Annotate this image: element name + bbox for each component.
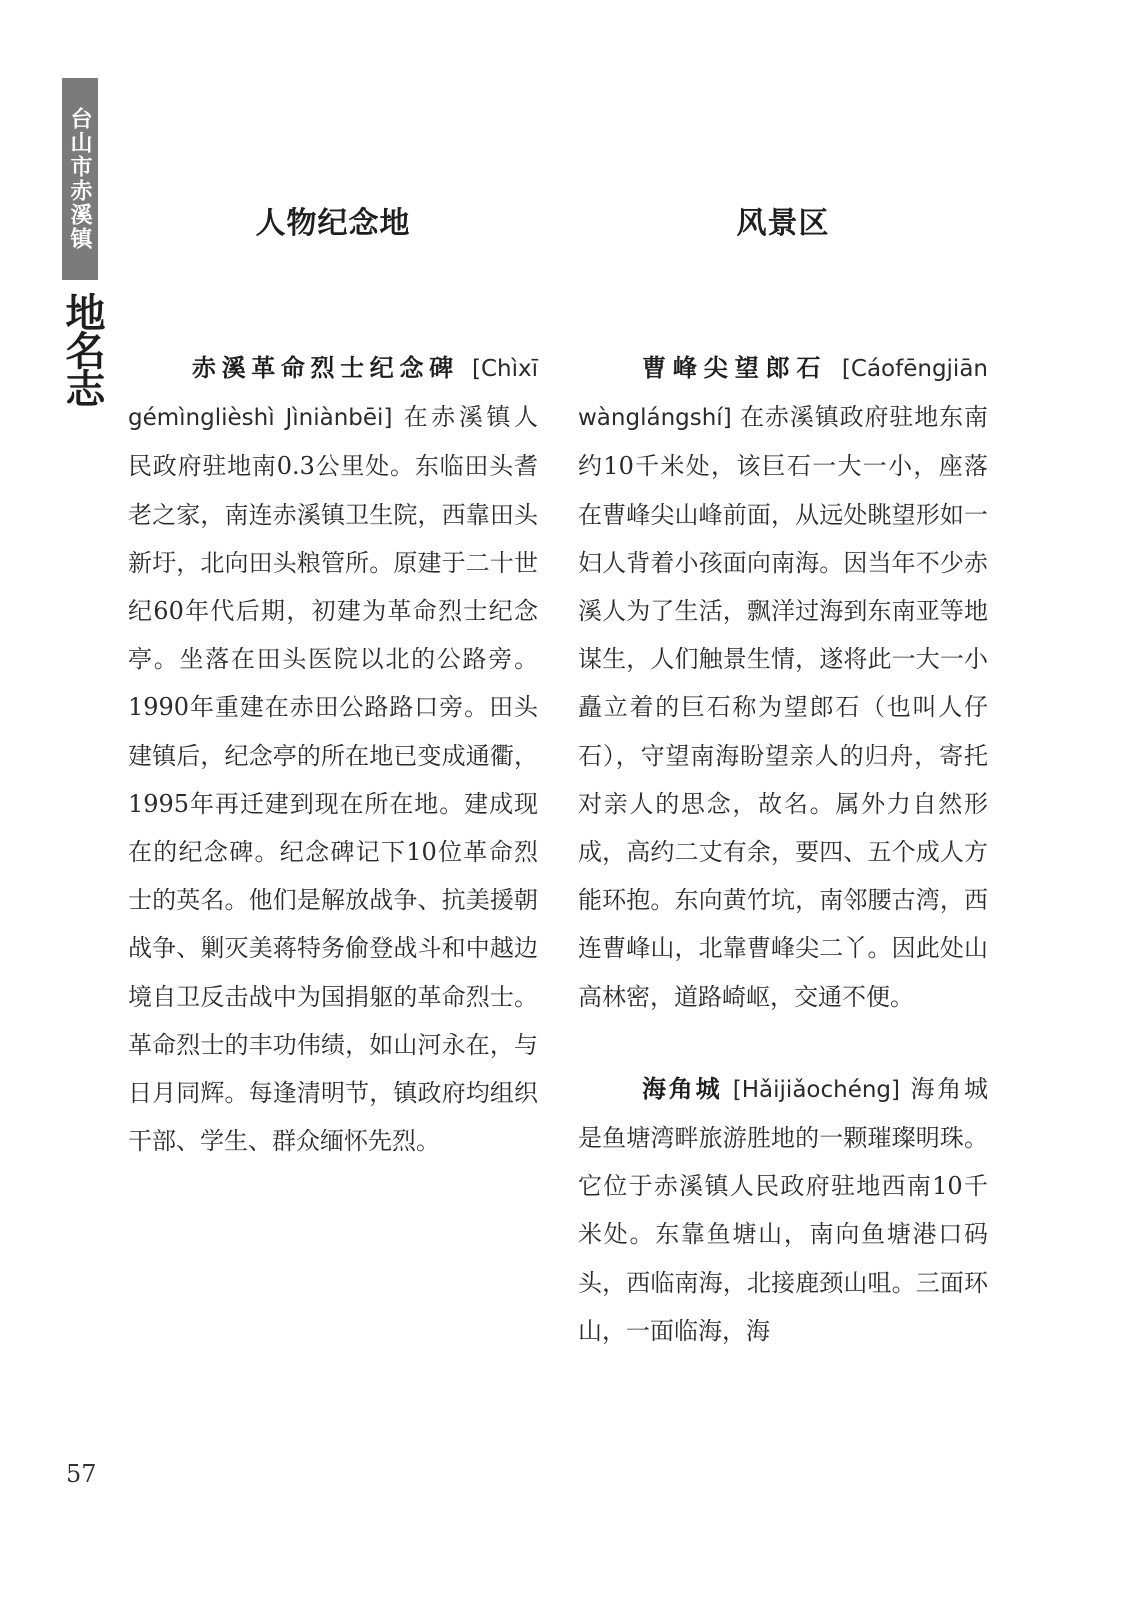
entry-pinyin: [Chìxī gémìnglièshì Jìniànbēi] xyxy=(128,356,538,432)
entry-pinyin: [Cáofēngjiān wànglángshí] xyxy=(578,356,988,432)
side-mark: 地名志 xyxy=(59,292,105,406)
side-tab xyxy=(62,78,98,280)
left-column xyxy=(128,200,538,1209)
entry-body: 在赤溪镇政府驻地东南约10千米处，该巨石一大一小，座落在曹峰尖山峰前面，从远处眺望形如一妇人背着小孩面向南海。因当年不少赤溪人为了生活，飘洋过海到东南亚等地谋生，人们触景生情，遂将此一大一小矗立着的巨石称为望郎石（也叫人仔石），守望南海盼望亲人的归舟，寄托对亲人的思念，故名。属外力自然形成，高约二丈有余，要四、五个成人方能环抱。东向黄竹坑，南邻腰古湾，西连曹峰山，北靠曹峰尖二丫。因此处山高林密，道路崎岖，交通不便。 xyxy=(578,403,988,1011)
page-number: 57 xyxy=(66,1460,97,1488)
side-tab-text: 台山市赤溪镇 xyxy=(67,107,93,251)
entry-memorial xyxy=(128,344,538,1165)
left-column-title: 人物纪念地 xyxy=(255,206,411,241)
right-column xyxy=(578,200,988,1399)
entry-pinyin: [Hǎijiǎochéng] xyxy=(732,1076,901,1103)
entry-name: 海角城 xyxy=(642,1073,723,1103)
entry-name: 曹峰尖望郎石 xyxy=(642,353,828,382)
entry-wanglang-stone xyxy=(578,344,988,1021)
entry-body: 在赤溪镇人民政府驻地南0.3公里处。东临田头耆老之家，南连赤溪镇卫生院，西靠田头新圩，北向田头粮管所。原建于二十世纪60年代后期，初建为革命烈士纪念亭。坐落在田头医院以北的公路旁。1990年重建在赤田公路路口旁。田头建镇后，纪念亭的所在地已变成通衢，1995年再迁建到现在所在地。建成现在的纪念碑。纪念碑记下10位革命烈士的英名。他们是解放战争、抗美援朝战争、剿灭美蒋特务偷登战斗和中越边境自卫反击战中为国捐躯的革命烈士。革命烈士的丰功伟绩，如山河永在，与日月同辉。每逢清明节，镇政府均组织干部、学生、群众缅怀先烈。 xyxy=(128,403,538,1156)
entry-haijiao-city xyxy=(578,1065,988,1355)
right-column-title: 风景区 xyxy=(736,206,830,241)
entry-name: 赤溪革命烈士纪念碑 xyxy=(192,353,459,382)
entry-body: 海角城是鱼塘湾畔旅游胜地的一颗璀璨明珠。它位于赤溪镇人民政府驻地西南10千米处。东靠鱼塘山，南向鱼塘港口码头，西临南海，北接鹿颈山咀。三面环山，一面临海，海 xyxy=(578,1074,989,1345)
